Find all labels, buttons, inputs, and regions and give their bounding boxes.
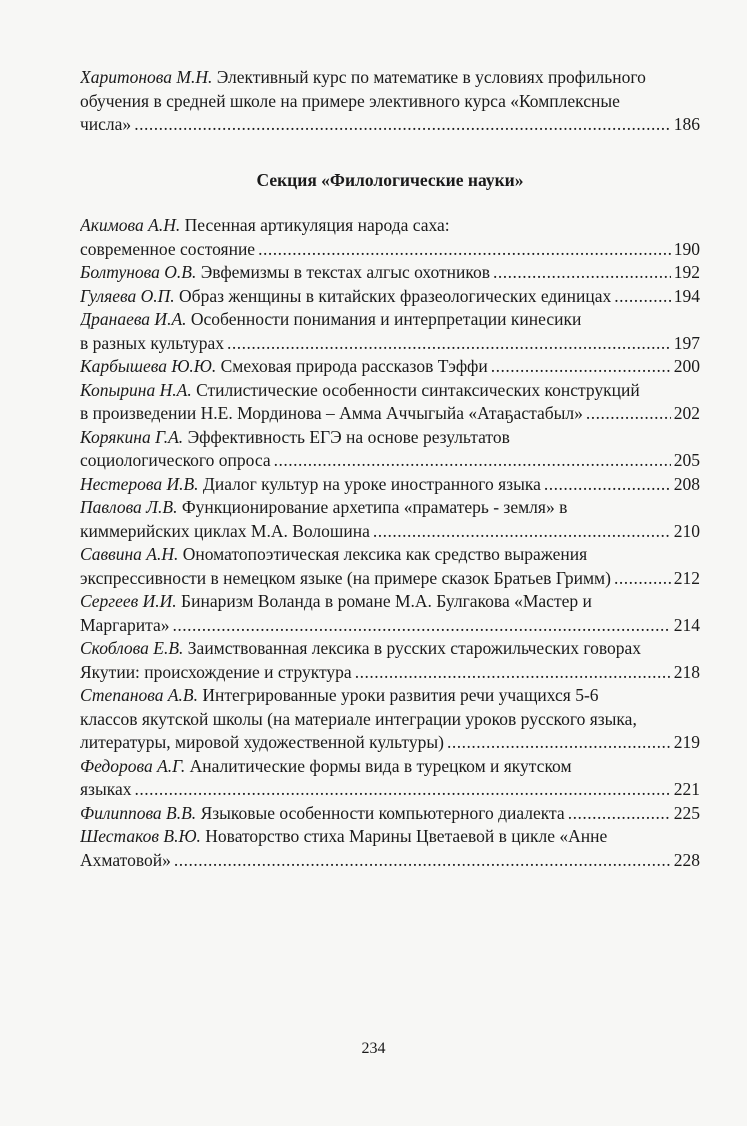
entry-line (80, 684, 700, 708)
entry-title-text: Диалог культур на уроке иностранного языка (202, 473, 541, 494)
entry-last-line (80, 731, 700, 755)
dot-leader (493, 261, 671, 285)
entry-page-number: 210 (673, 520, 700, 541)
dot-leader (447, 731, 671, 755)
entry-last-line (80, 661, 700, 685)
entry-page-number: 221 (673, 779, 700, 799)
entry-line (80, 379, 700, 403)
entry-author: Павлова Л.В. (80, 497, 178, 517)
entry-last-line (80, 113, 700, 137)
entry-title-text: Ономатопоэтическая лексика как средство выражения (182, 544, 588, 564)
entry-line (80, 590, 700, 614)
entry-title-text: социологического опроса (80, 450, 271, 470)
entry-title-text: Стилистические особенности синтаксических конструкций (196, 379, 640, 400)
entry-title-text: Аналитические формы вида в турецком и якутском (189, 755, 572, 776)
entry-page-number: 192 (673, 262, 700, 282)
entry-last-line (80, 332, 700, 356)
entry-line (80, 825, 700, 849)
entry-page-number: 212 (673, 567, 700, 588)
toc-entry (80, 590, 700, 637)
entry-title-text: Эвфемизмы в текстах алгыс охотников (200, 262, 491, 282)
entry-last-line (80, 238, 700, 262)
entry-title-text: Эффективность ЕГЭ на основе результатов (187, 426, 510, 447)
dot-leader (134, 778, 670, 802)
toc-entry (80, 473, 700, 497)
dot-leader (491, 355, 671, 379)
entry-page-number: 194 (673, 285, 700, 306)
entry-author: Дранаева И.А. (80, 309, 187, 329)
entry-author: Болтунова О.В. (80, 262, 197, 282)
entry-title-text: в произведении Н.Е. Мординова – Амма Аччыгыйа «Атаҕастабыл» (80, 403, 583, 423)
entry-title-text: Ахматовой» (80, 849, 171, 870)
entry-title-text: классов якутской школы (на материале интеграции уроков русского языка, (80, 708, 637, 729)
entry-line (80, 90, 700, 114)
entry-page-number: 190 (673, 238, 700, 259)
entry-title-text: Заимствованная лексика в русских старожильческих говорах (187, 638, 642, 658)
entry-line (80, 426, 700, 450)
dot-leader (174, 849, 671, 873)
entry-line (80, 708, 700, 732)
entry-last-line (80, 778, 700, 802)
entry-author: Федорова А.Г. (80, 755, 186, 776)
entry-title-text: Элективный курс по математике в условиях профильного (216, 67, 646, 87)
entry-line (80, 308, 700, 332)
entry-line (80, 543, 700, 567)
entry-title-text: Языковые особенности компьютерного диалекта (200, 802, 565, 823)
section-title: Секция «Филологические науки» (256, 169, 524, 190)
entry-last-line (80, 614, 700, 638)
entry-title-text: киммерийских циклах М.А. Волошина (80, 520, 370, 541)
entry-author: Шестаков В.Ю. (80, 826, 201, 846)
entry-author: Копырина Н.А. (80, 379, 192, 400)
entry-author: Корякина Г.А. (80, 426, 184, 447)
dot-leader (258, 238, 671, 262)
dot-leader (227, 332, 671, 356)
entry-line (80, 637, 700, 661)
entry-page-number: 225 (673, 802, 700, 823)
entry-page-number: 214 (673, 614, 700, 635)
toc-entry (80, 543, 700, 590)
dot-leader (373, 520, 671, 544)
entry-author: Саввина А.Н. (80, 544, 179, 564)
entry-page-number: 219 (673, 732, 700, 752)
table-of-contents (80, 66, 700, 872)
toc-entries-list (80, 214, 700, 872)
entry-last-line (80, 449, 700, 473)
entry-author: Харитонова М.Н. (80, 67, 213, 87)
dot-leader (173, 614, 671, 638)
toc-entry (80, 261, 700, 285)
dot-leader (355, 661, 671, 685)
entry-line (80, 66, 700, 90)
entry-author: Филиппова В.В. (80, 802, 197, 823)
entry-title-text: Бинаризм Воланда в романе М.А. Булгакова «Мастер и (181, 591, 592, 611)
dot-leader (568, 802, 671, 826)
toc-entry (80, 355, 700, 379)
entry-page-number: 218 (673, 661, 700, 682)
entry-page-number: 200 (673, 356, 700, 376)
toc-entry (80, 684, 700, 755)
entry-title-text: Смеховая природа рассказов Тэффи (220, 356, 488, 376)
entry-page-number: 197 (673, 332, 700, 353)
entry-title-text: Песенная артикуляция народа саха: (184, 215, 450, 235)
entry-author: Акимова А.Н. (80, 215, 181, 235)
entry-page-number: 228 (673, 849, 700, 870)
entry-title-text: Интегрированные уроки развития речи учащихся 5-6 (202, 685, 599, 705)
dot-leader (544, 473, 671, 497)
entry-author: Скоблова Е.В. (80, 638, 184, 658)
entry-title-text: Особенности понимания и интерпретации кинесики (190, 309, 582, 329)
page-number: 234 (361, 1040, 386, 1057)
entry-last-line (80, 473, 700, 497)
entry-page-number: 205 (673, 450, 700, 470)
entry-author: Нестерова И.В. (80, 473, 199, 494)
dot-leader (614, 567, 671, 591)
dot-leader (274, 449, 671, 473)
dot-leader (134, 113, 671, 137)
entry-title-text: языках (80, 779, 132, 799)
entry-author: Гуляева О.П. (80, 285, 175, 306)
entry-title-text: обучения в средней школе на примере элективного курса «Комплексные (80, 90, 620, 111)
entry-title-text: Новаторство стиха Марины Цветаевой в цикле «Анне (205, 826, 608, 846)
toc-entry (80, 308, 700, 355)
entry-author: Степанова А.В. (80, 685, 198, 705)
dot-leader (586, 402, 671, 426)
toc-entry (80, 802, 700, 826)
toc-entry (80, 379, 700, 426)
entry-last-line (80, 402, 700, 426)
entry-last-line (80, 520, 700, 544)
entry-title-text: в разных культурах (80, 332, 225, 353)
toc-entry (80, 637, 700, 684)
entry-title-text: литературы, мировой художественной культуры) (80, 732, 444, 752)
toc-entry (80, 825, 700, 872)
entry-title-text: числа» (80, 114, 132, 134)
toc-entry (80, 755, 700, 802)
toc-entry (80, 496, 700, 543)
entry-title-text: Функционирование архетипа «праматерь - земля» в (181, 497, 568, 517)
toc-entry-kharitonova (80, 66, 700, 137)
entry-last-line (80, 849, 700, 873)
toc-entry (80, 214, 700, 261)
entry-line (80, 755, 700, 779)
entry-author: Карбышева Ю.Ю. (80, 356, 217, 376)
entry-line (80, 214, 700, 238)
entry-last-line (80, 567, 700, 591)
toc-entry (80, 285, 700, 309)
entry-author: Сергеев И.И. (80, 591, 177, 611)
entry-title-text: экспрессивности в немецком языке (на примере сказок Братьев Гримм) (80, 567, 611, 588)
entry-title-text: Якутии: происхождение и структура (80, 661, 352, 682)
dot-leader (614, 285, 671, 309)
entry-last-line (80, 355, 700, 379)
entry-last-line (80, 285, 700, 309)
toc-entry (80, 426, 700, 473)
entry-title-text: современное состояние (80, 238, 256, 259)
entry-last-line (80, 261, 700, 285)
entry-title-text: Образ женщины в китайских фразеологических единицах (179, 285, 612, 306)
entry-line (80, 496, 700, 520)
entry-page-number: 208 (673, 473, 700, 494)
entry-page-number: 186 (673, 114, 700, 134)
entry-last-line (80, 802, 700, 826)
entry-page-number: 202 (673, 403, 700, 423)
entry-title-text: Маргарита» (80, 614, 170, 635)
